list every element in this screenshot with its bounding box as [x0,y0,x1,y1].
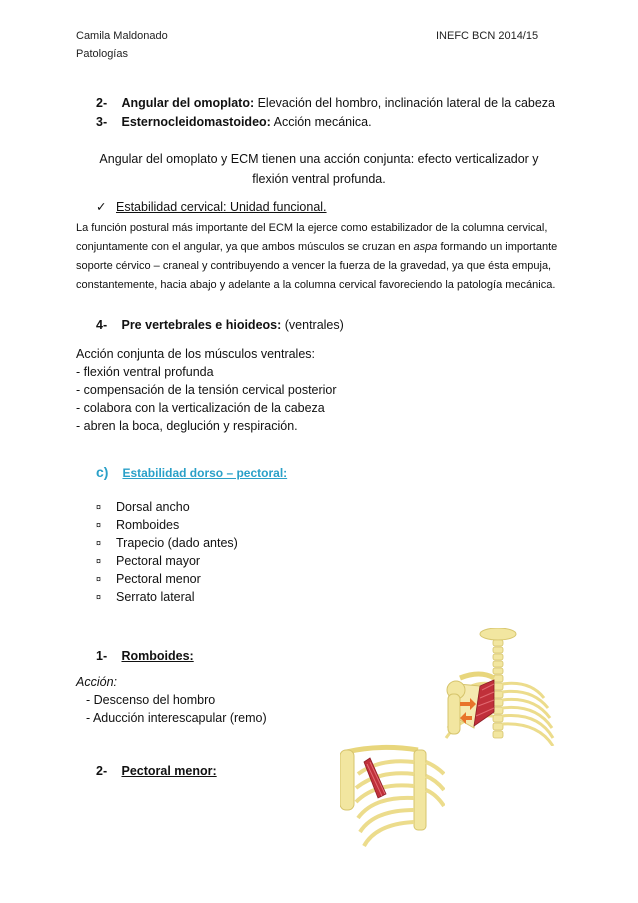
pectoral-title: Pectoral menor: [121,764,217,778]
ventral-line: - colabora con la verticalización de la cabeza [76,401,325,415]
item-number: 2- [96,764,108,778]
list-item [96,590,195,604]
bullet-icon: ¤ [96,556,102,566]
stability-paragraph [76,219,576,295]
item-desc: (ventrales) [281,318,344,332]
paragraph-line: La función postural más importante del ECM la ejerce como estabilizador de la columna cervical, [76,222,548,234]
list-item-label: Romboides [116,518,180,532]
list-item-label: Pectoral mayor [116,554,201,568]
paragraph-line: soporte cérvico – craneal y contribuyendo a vencer la fuerza de la gravedad, ya que ésta empuja, [76,260,552,272]
accion-label: Acción: [76,675,117,689]
pectoral-anatomy-illustration [340,740,445,860]
list-item [96,500,190,514]
section-title: Estabilidad dorso – pectoral: [122,466,288,480]
italic-word: aspa [413,241,438,253]
action-line: - Descenso del hombro [86,693,216,707]
text-span: formando un importante [437,241,558,253]
list-item-label: Pectoral menor [116,572,201,586]
romboides-heading [96,647,194,665]
item-desc: Acción mecánica. [270,115,372,129]
bullet-icon: ¤ [96,574,102,584]
item-number: 2- [96,96,108,110]
item-number: 4- [96,318,108,332]
item-number: 1- [96,649,108,663]
bullet-icon: ¤ [96,502,102,512]
romboides-actions [76,673,267,727]
action-line: - Aducción interescapular (remo) [86,711,267,725]
item-term: Pre vertebrales e hioideos: [121,318,282,332]
list-item-label: Trapecio (dado antes) [116,536,238,550]
item-desc: Elevación del hombro, inclinación lateral de la cabeza [254,96,555,110]
joint-action-paragraph [76,149,562,189]
pectoral-heading [96,762,217,780]
text-span: conjuntamente con el angular, ya que ambos músculos se cruzan en [76,241,414,253]
header-subject: Patologías [76,48,128,60]
list-item-label: Dorsal ancho [116,500,190,514]
item-number: 3- [96,115,108,129]
list-item-ecm [96,113,372,131]
list-item [96,554,200,568]
list-item [96,572,201,586]
stability-title: Estabilidad cervical: Unidad funcional. [116,200,327,214]
list-item-angular [96,94,555,112]
header-institution: INEFC BCN 2014/15 [436,30,539,42]
item-term: Angular del omoplato: [121,96,255,110]
list-item [96,518,179,532]
item-term: Esternocleidomastoideo: [121,115,271,129]
ventral-line: - flexión ventral profunda [76,365,214,379]
ventral-intro: Acción conjunta de los músculos ventrales: [76,347,316,361]
list-item-label: Serrato lateral [116,590,195,604]
joint-action-line-1: Angular del omoplato y ECM tienen una acción conjunta: efecto verticalizador y [99,152,539,166]
header-author: Camila Maldonado [76,30,168,42]
bullet-icon: ¤ [96,538,102,548]
ventral-actions [76,345,337,435]
romboides-title: Romboides: [121,649,194,663]
bullet-icon: ¤ [96,520,102,530]
joint-action-line-2: flexión ventral profunda. [252,172,386,186]
section-letter: c) [96,464,109,480]
ventral-line: - abren la boca, deglución y respiración. [76,419,298,433]
paragraph-line: constantemente, hacia abajo y adelante a la columna cervical favoreciendo la patología mecánica. [76,279,556,291]
list-item-prevertebrales [96,316,344,334]
ventral-line: - compensación de la tensión cervical posterior [76,383,337,397]
paragraph-line [76,238,576,257]
section-c-heading [96,464,287,482]
bullet-icon: ¤ [96,592,102,602]
checkmark-icon: ✓ [96,200,107,214]
stability-heading [96,198,327,216]
list-item [96,536,238,550]
romboides-anatomy-illustration [440,628,555,746]
